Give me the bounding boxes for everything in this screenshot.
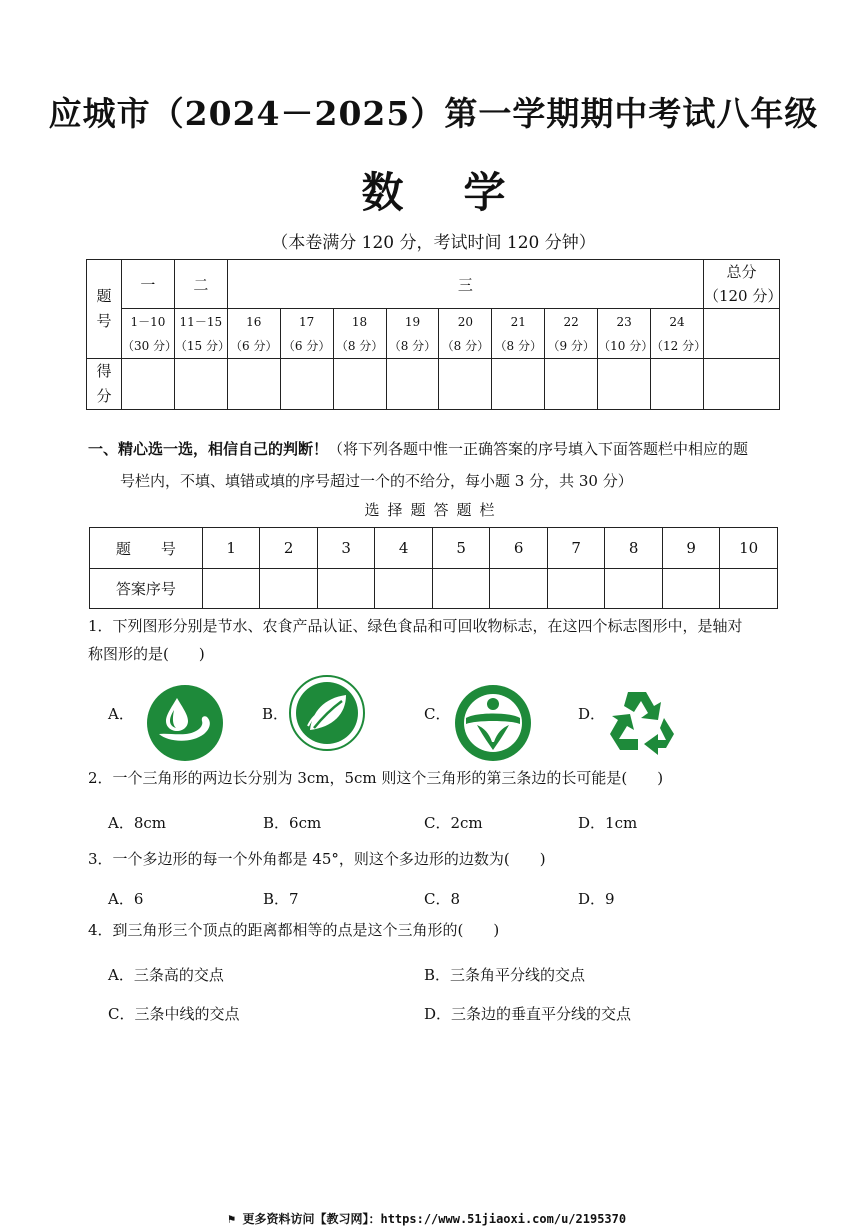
- q4-option-c: C．三条中线的交点: [108, 1005, 240, 1023]
- q-num: 20: [457, 314, 473, 329]
- q-num: 16: [246, 314, 262, 329]
- subject-title: [0, 160, 867, 220]
- answer-question-number: 7: [547, 528, 605, 569]
- question-cell: [386, 309, 439, 359]
- q4-option-d: D．三条边的垂直平分线的交点: [424, 1005, 632, 1023]
- answer-question-number: 5: [432, 528, 490, 569]
- q-num: 22: [563, 314, 579, 329]
- answer-cell[interactable]: [662, 569, 720, 609]
- section-1-instruction-a: （将下列各题中惟一正确答案的序号填入下面答题栏中相应的题: [328, 440, 749, 458]
- q-pts: （8 分）: [335, 338, 384, 353]
- green-food-logo-icon: [454, 684, 532, 766]
- question-4-stem: 4．到三角形三个顶点的距离都相等的点是这个三角形的( ): [88, 921, 500, 939]
- answer-cell[interactable]: [547, 569, 605, 609]
- q-num: 21: [510, 314, 526, 329]
- q3-option-a: A．6: [108, 890, 144, 908]
- q-pts: （30 分）: [121, 338, 178, 353]
- total-score-blank[interactable]: [703, 309, 779, 359]
- section-1-instructions: [88, 433, 788, 497]
- question-cell: [333, 309, 386, 359]
- exam-note: （本卷满分 120 分，考试时间 120 分钟）: [271, 233, 596, 253]
- section-1-header: 一: [121, 260, 174, 309]
- total-points: （120 分）: [703, 287, 783, 305]
- answer-question-number: 8: [605, 528, 663, 569]
- water-saving-logo-icon: [146, 684, 224, 766]
- question-cell: [227, 309, 280, 359]
- q-pts: （8 分）: [441, 338, 490, 353]
- question-range-cell: [174, 309, 230, 359]
- q-pts: （8 分）: [388, 338, 437, 353]
- score-cell[interactable]: [439, 359, 492, 410]
- q2-option-a: A．8cm: [108, 814, 167, 832]
- answer-cell[interactable]: [720, 569, 778, 609]
- q4-option-a: A．三条高的交点: [108, 966, 224, 984]
- score-cell[interactable]: [651, 359, 704, 410]
- q-num: 1－10: [130, 314, 166, 329]
- q4-option-b: B．三条角平分线的交点: [424, 966, 586, 984]
- answer-row-label: 题 号: [90, 528, 203, 569]
- footer-link[interactable]: [228, 1210, 626, 1227]
- question-3-stem: 3．一个多边形的每一个外角都是 45°，则这个多边形的边数为( ): [88, 850, 546, 868]
- score-cell[interactable]: [386, 359, 439, 410]
- question-cell: [280, 309, 333, 359]
- q-pts: （9 分）: [547, 338, 595, 353]
- score-table: [86, 259, 783, 410]
- question-cell: [492, 309, 545, 359]
- q-num: 17: [299, 314, 315, 329]
- answer-cell[interactable]: [260, 569, 318, 609]
- answer-cell[interactable]: [490, 569, 548, 609]
- answer-question-number: 9: [662, 528, 720, 569]
- question-range-cell: [121, 309, 178, 359]
- q-pts: （6 分）: [282, 338, 331, 353]
- score-cell[interactable]: [121, 359, 174, 410]
- answer-question-number: 4: [375, 528, 433, 569]
- score-cell[interactable]: [333, 359, 386, 410]
- recycling-logo-icon: [606, 688, 678, 764]
- row-label-question-no: [87, 260, 122, 359]
- answer-cell[interactable]: [317, 569, 375, 609]
- q-num: 19: [404, 314, 421, 329]
- q-num: 11－15: [179, 314, 223, 329]
- flag-icon: ⚑: [228, 1212, 236, 1226]
- q1-option-a-label: A．: [108, 705, 134, 723]
- answer-cell[interactable]: [375, 569, 433, 609]
- label-char: 号: [96, 312, 112, 330]
- score-cell[interactable]: [492, 359, 545, 410]
- answer-question-number: 1: [202, 528, 260, 569]
- total-header: [703, 260, 783, 309]
- answer-row-label: 答案序号: [90, 569, 203, 609]
- score-cell[interactable]: [227, 359, 280, 410]
- answer-cell[interactable]: [432, 569, 490, 609]
- q3-option-c: C．8: [424, 890, 461, 908]
- footer-text: 更多资料访问【教习网】：https://www.51jiaoxi.com/u/2195370: [242, 1212, 627, 1226]
- score-cell[interactable]: [174, 359, 227, 410]
- question-cell: [439, 309, 492, 359]
- answer-question-number: 3: [317, 528, 375, 569]
- answer-question-number: 2: [260, 528, 318, 569]
- q-pts: （8 分）: [494, 338, 542, 353]
- subject-char: 数: [361, 168, 404, 217]
- q1-option-b-label: B．: [262, 705, 289, 723]
- answer-cell[interactable]: [202, 569, 260, 609]
- agri-product-certification-logo-icon: [288, 674, 366, 756]
- subject-char: 学: [463, 168, 506, 217]
- question-1: [88, 612, 788, 668]
- q3-option-b: B．7: [263, 890, 299, 908]
- question-cell: [651, 309, 707, 359]
- question-cell: [598, 309, 654, 359]
- q-pts: （6 分）: [230, 338, 278, 353]
- label-char: 分: [96, 387, 112, 405]
- section-1-instruction-b: 号栏内，不填、填错或填的序号超过一个的不给分，每小题 3 分，共 30 分）: [120, 472, 633, 490]
- section-1-heading: 一、精心选一选，相信自己的判断！: [88, 440, 329, 458]
- row-label-score: [87, 359, 122, 410]
- score-cell[interactable]: [280, 359, 333, 410]
- label-char: 题: [96, 287, 112, 305]
- question-2-stem: 2．一个三角形的两边长分别为 3cm，5cm 则这个三角形的第三条边的长可能是( ): [88, 769, 664, 787]
- q-pts: （15 分）: [174, 338, 230, 353]
- q2-option-b: B．6cm: [263, 814, 322, 832]
- section-2-header: 二: [174, 260, 227, 309]
- q3-option-d: D．9: [578, 890, 615, 908]
- answer-table-title: 选择题答题栏: [364, 501, 503, 519]
- q-num: 18: [351, 314, 368, 329]
- section-3-header: 三: [227, 260, 703, 309]
- question-cell: [545, 309, 598, 359]
- exam-title: 应城市（2024－2025）第一学期期中考试八年级: [48, 94, 819, 133]
- answer-question-number: 6: [490, 528, 548, 569]
- q-pts: （12 分）: [651, 338, 707, 353]
- answer-question-number: 10: [720, 528, 778, 569]
- q2-option-c: C．2cm: [424, 814, 483, 832]
- q-num: 24: [669, 314, 685, 329]
- score-cell[interactable]: [703, 359, 779, 410]
- q2-option-d: D．1cm: [578, 814, 638, 832]
- q-num: 23: [616, 314, 632, 329]
- label-char: 得: [96, 362, 112, 380]
- score-cell[interactable]: [598, 359, 651, 410]
- answer-table: [89, 527, 778, 609]
- question-1-stem-b: 称图形的是( ): [88, 645, 205, 663]
- q1-option-d-label: D．: [578, 705, 606, 723]
- question-1-stem-a: 1．下列图形分别是节水、农食产品认证、绿色食品和可回收物标志，在这四个标志图形中，是轴对: [88, 617, 743, 635]
- q-pts: （10 分）: [598, 338, 654, 353]
- answer-cell[interactable]: [605, 569, 663, 609]
- q1-option-c-label: C．: [424, 705, 451, 723]
- score-cell[interactable]: [545, 359, 598, 410]
- total-label: 总分: [726, 263, 757, 281]
